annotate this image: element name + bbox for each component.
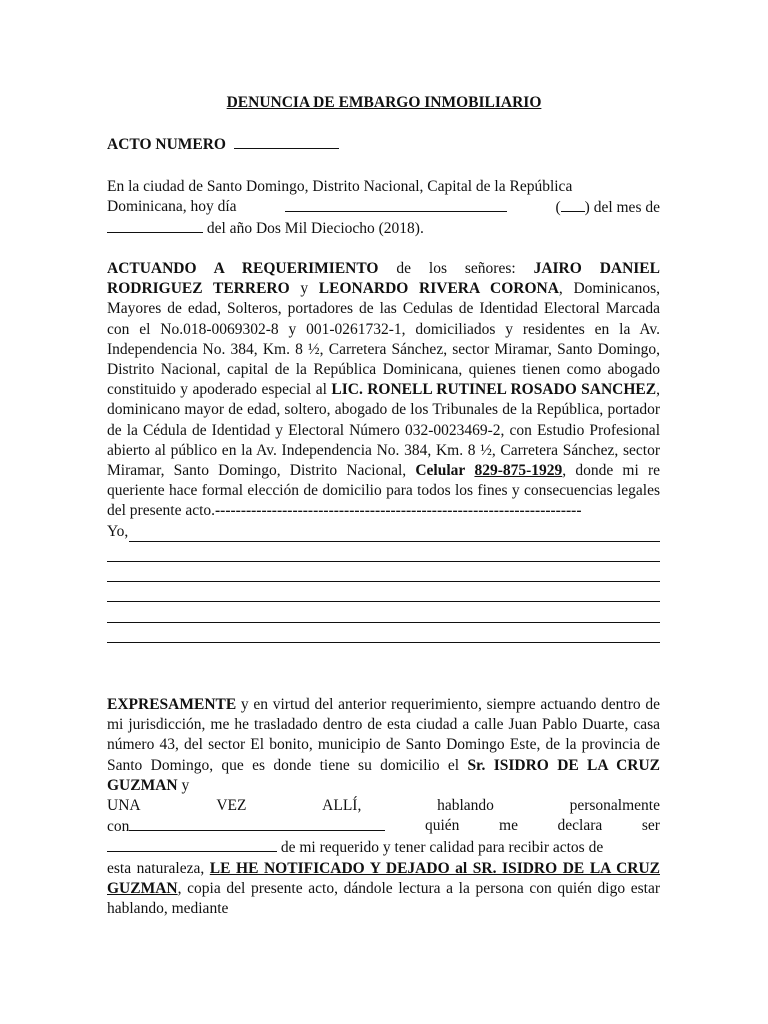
acto-numero-blank	[234, 134, 339, 149]
day-blank	[285, 197, 507, 212]
blank-line	[107, 602, 660, 622]
yo-label: Yo,	[107, 522, 129, 540]
word: declara	[557, 817, 603, 835]
requerido-line	[107, 837, 660, 858]
month-blank	[107, 218, 203, 233]
requerimiento-lead: ACTUANDO A REQUERIMIENTO	[107, 260, 379, 277]
paren-open: (	[555, 199, 561, 217]
word: UNA	[107, 797, 141, 815]
requerimiento-body-1: , Dominicanos, Mayores de edad, Solteros, portadores de las Cedulas de Identidad Electoral Marcada con el No.018-0069302-8 y 001-0261732-1, domiciliados y residentes en la Av. Independencia No. 384, Km. 8 ½, Carretera Sánchez, sector Miramar, Santo Domingo, Distrito Nacional, capital de la República Dominicana, quienes tienen como abogado constituido y apoderado especial al	[107, 280, 660, 399]
expresamente-body-2: y	[177, 776, 190, 794]
acto-numero-label: ACTO NUMERO	[107, 136, 226, 153]
word: quién	[424, 817, 460, 835]
blank-line	[107, 623, 660, 643]
calidad-blank	[107, 837, 277, 852]
blank-line	[107, 582, 660, 602]
intro-line-3	[107, 218, 660, 239]
con-group	[107, 816, 385, 837]
word: personalmente	[569, 797, 660, 815]
una-vez-line	[107, 796, 660, 816]
expresamente-body-3: , copia del presente acto, dándole lectura a la persona con quién digo estar hablando, mediante	[107, 879, 660, 918]
requiriente-name-1: JAIRO DANIEL RODRIGUEZ TERRERO	[107, 260, 660, 298]
word: hablando	[437, 797, 494, 815]
word: ser	[641, 817, 660, 835]
intro-mes-de: ) del mes de	[584, 199, 660, 217]
notificado-text	[107, 859, 660, 920]
requerimiento-y: y	[289, 280, 319, 298]
notificado-phrase: LE HE NOTIFICADO Y DEJADO al SR. ISIDRO DE LA CRUZ GUZMAN	[107, 859, 660, 897]
requerimiento-body-2: , dominicano mayor de edad, soltero, abogado de los Tribunales de la República, portador de la Cédula de Identidad y Electoral Número 032-0023469-2, con Estudio Profesional abierto al público en la Av. Independencia No. 384, Km. 8 ½, Carretera Sánchez, sector Miramar, Santo Domingo, Distrito Nacional,	[107, 381, 660, 480]
expresamente-paragraph	[107, 695, 660, 919]
yo-blank	[129, 526, 660, 542]
blank-line	[107, 542, 660, 562]
con-label: con	[107, 818, 130, 836]
con-line	[107, 816, 660, 837]
naturaleza-text: esta naturaleza,	[107, 859, 210, 877]
requerimiento-body-3: , donde mi re queriente hace formal elección de domicilio para todos los fines y consecuencias legales del presente acto.	[107, 462, 660, 520]
requerido-text: de mi requerido y tener calidad para recibir actos de	[280, 839, 604, 857]
lawyer-name: LIC. RONELL RUTINEL ROSADO SANCHEZ	[331, 381, 657, 399]
requerimiento-paragraph	[107, 259, 660, 643]
requerimiento-text	[107, 259, 660, 522]
con-blank	[129, 816, 385, 831]
requerido-name: Sr. ISIDRO DE LA CRUZ GUZMAN	[107, 756, 660, 794]
expresamente-body-1: y en virtud del anterior requerimiento, siempre actuando dentro de mi jurisdicción, me he trasladado dentro de esta ciudad a calle Juan Pablo Duarte, casa número 43, del sector El bonito, municipio de Santo Domingo Este, de la provincia de Santo Domingo, que es donde tiene su domicilio el	[107, 696, 660, 774]
acto-numero	[107, 134, 667, 155]
celular-number: 829-875-1929	[474, 462, 563, 480]
intro-year: del año Dos Mil Dieciocho (2018).	[206, 220, 424, 238]
intro-hoy-dia: Dominicana, hoy día	[107, 198, 237, 216]
blank-line	[107, 562, 660, 582]
intro-paragraph	[107, 177, 660, 240]
celular-label: Celular	[415, 462, 466, 480]
expresamente-text	[107, 695, 660, 796]
expresamente-lead: EXPRESAMENTE	[107, 696, 237, 713]
day-number-blank	[561, 197, 585, 212]
intro-line-1: En la ciudad de Santo Domingo, Distrito Nacional, Capital de la República	[107, 178, 573, 195]
intro-line-2	[107, 197, 660, 218]
yo-line	[107, 522, 660, 542]
dash-separator: -----------------------------------------------------------------------	[215, 502, 582, 520]
day-number-group	[555, 197, 660, 218]
document-title: DENUNCIA DE EMBARGO INMOBILIARIO	[226, 94, 542, 111]
word: me	[499, 817, 518, 835]
requerimiento-de-los: de los señores:	[378, 260, 534, 277]
word: VEZ	[216, 797, 247, 815]
requiriente-name-2: LEONARDO RIVERA CORONA	[318, 280, 559, 298]
word: ALLÍ,	[322, 797, 362, 815]
